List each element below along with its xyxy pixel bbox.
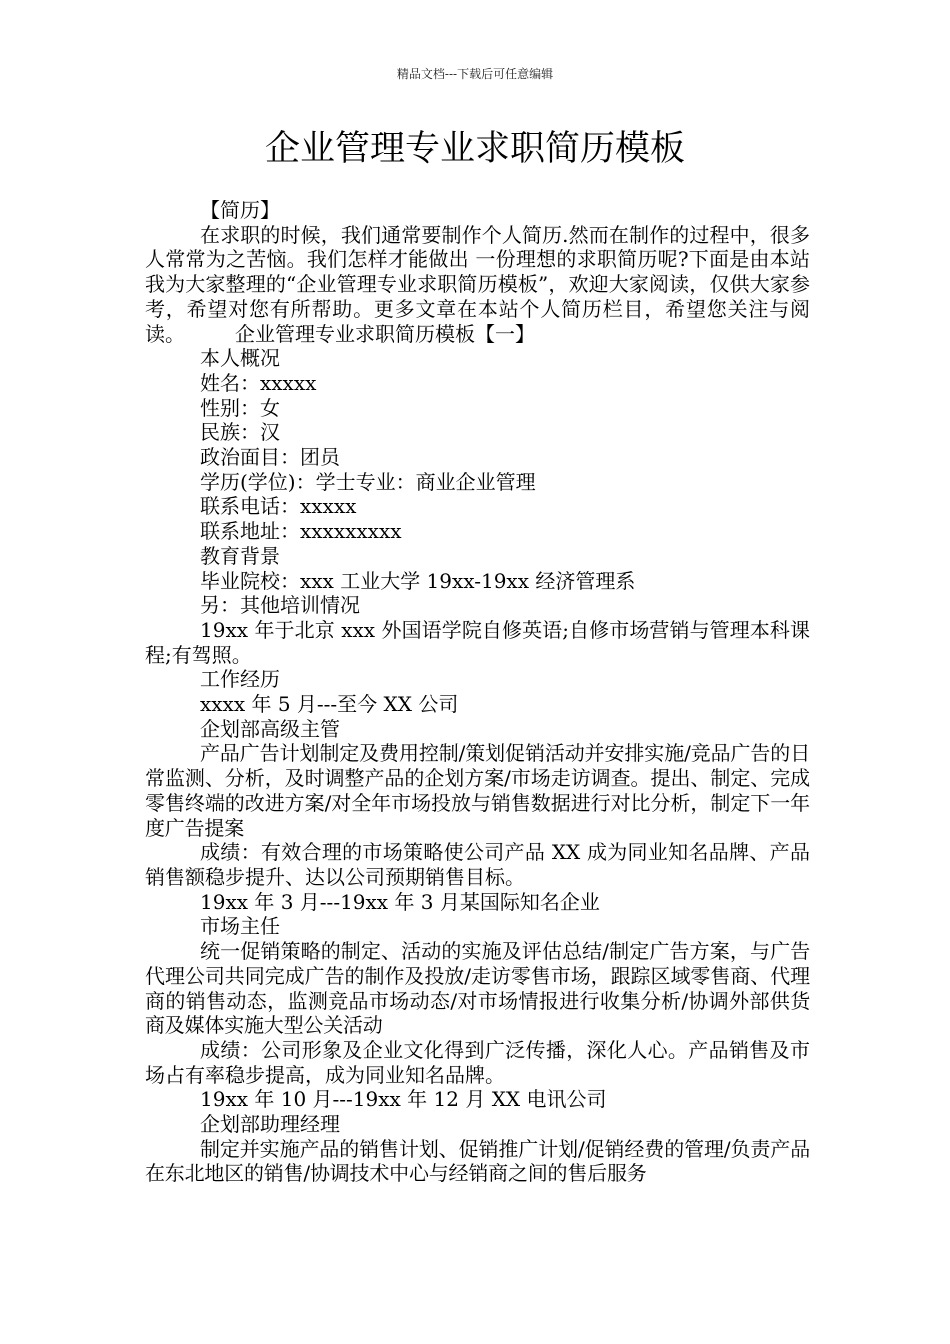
education-training-heading: 另：其他培训情况 <box>200 593 360 618</box>
job-1-position: 企划部高级主管 <box>200 716 340 741</box>
job-2-duties: 统一促销策略的制定、活动的实施及评估总结/制定广告方案，与广告代理公司共同完成广告的制作及投放/走访零售市场，跟踪区域零售商、代理商的销售动态，监测竞品市场动态/对市场情报进行收集分析/协调外部供货商及媒体实施大型公关活动 <box>145 939 810 1038</box>
profile-phone: 联系电话：xxxxx <box>200 494 357 519</box>
job-3-duties: 制定并实施产品的销售计划、促销推广计划/促销经费的管理/负责产品在东北地区的销售/协调技术中心与经销商之间的售后服务 <box>145 1136 810 1186</box>
profile-name: 姓名：xxxxx <box>200 370 317 395</box>
profile-ethnicity: 民族：汉 <box>200 420 280 445</box>
document-body <box>145 198 810 1186</box>
education-training-detail: 19xx 年于北京 xxx 外国语学院自修英语;自修市场营销与管理本科课程;有驾照。 <box>145 617 810 667</box>
job-2-achievements: 成绩：公司形象及企业文化得到广泛传播，深化人心。产品销售及市场占有率稳步提高，成为同业知名品牌。 <box>145 1037 810 1087</box>
profile-address: 联系地址：xxxxxxxxx <box>200 519 402 544</box>
intro-paragraph: 在求职的时候，我们通常要制作个人简历.然而在制作的过程中，很多人常常为之苦恼。我们怎样才能做出 一份理想的求职简历呢?下面是由本站我为大家整理的“企业管理专业求职简历模板”，欢迎大家阅读，仅供大家参考，希望对您有所帮助。更多文章在本站个人简历栏目，希望您关注与阅读。 企业管理专业求职简历模板【一】 <box>145 222 810 346</box>
document-title: 企业管理专业求职简历模板 <box>264 129 685 169</box>
job-3-period: 19xx 年 10 月---19xx 年 12 月 XX 电讯公司 <box>200 1087 607 1112</box>
job-1-duties: 产品广告计划制定及费用控制/策划促销活动并安排实施/竞品广告的日常监测、分析，及时调整产品的企划方案/市场走访调查。提出、制定、完成零售终端的改进方案/对全年市场投放与销售数据进行对比分析，制定下一年度广告提案 <box>145 741 810 840</box>
profile-political-status: 政治面目：团员 <box>200 445 340 470</box>
section-heading-profile: 本人概况 <box>200 346 280 371</box>
education-school: 毕业院校：xxx 工业大学 19xx-19xx 经济管理系 <box>200 568 636 593</box>
job-2-period: 19xx 年 3 月---19xx 年 3 月某国际知名企业 <box>200 889 600 914</box>
job-1-achievements: 成绩：有效合理的市场策略使公司产品 XX 成为同业知名品牌、产品销售额稳步提升、达以公司预期销售目标。 <box>145 840 810 889</box>
section-heading-resume: 【简历】 <box>200 198 280 222</box>
header-note: 精品文档---下载后可任意编辑 <box>396 67 554 81</box>
section-heading-education: 教育背景 <box>200 543 280 568</box>
profile-degree: 学历(学位)：学士专业：商业企业管理 <box>200 469 536 494</box>
job-2-position: 市场主任 <box>200 914 280 939</box>
job-3-position: 企划部助理经理 <box>200 1112 340 1137</box>
section-heading-work: 工作经历 <box>200 667 280 692</box>
profile-gender: 性别：女 <box>200 395 280 420</box>
job-1-period: xxxx 年 5 月---至今 XX 公司 <box>200 692 459 717</box>
